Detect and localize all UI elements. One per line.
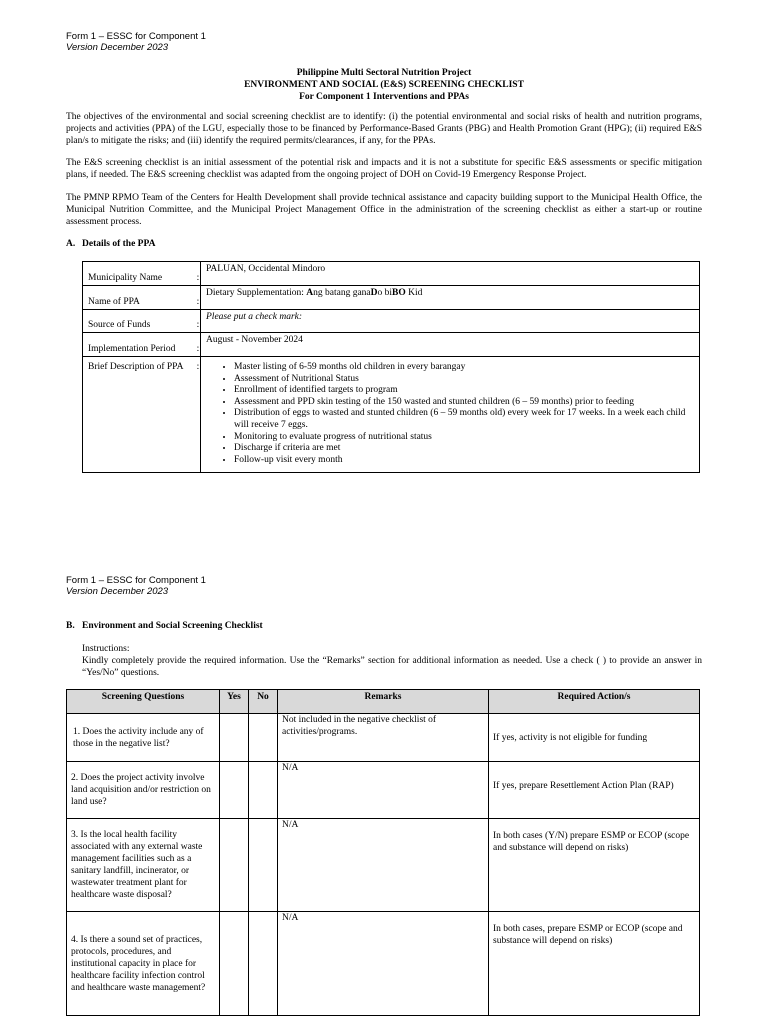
description-label: Brief Description of PPA — [83, 357, 197, 473]
question-cell: 2. Does the project activity involve land acquisition and/or restriction on land use? — [67, 762, 220, 819]
remarks-cell[interactable]: N/A — [278, 912, 489, 1016]
section-a-title: Details of the PPA — [82, 239, 156, 249]
table-row — [67, 762, 700, 819]
section-b-letter: B. — [66, 621, 75, 631]
description-row — [83, 357, 700, 473]
ppa-name-row — [83, 286, 700, 310]
ppa-name-part: o bi — [377, 288, 393, 298]
table-header-row — [67, 690, 700, 714]
section-b-title: Environment and Social Screening Checklist — [82, 621, 263, 631]
municipality-row — [83, 262, 700, 286]
col-screening-questions: Screening Questions — [67, 690, 220, 714]
colon: : — [196, 357, 201, 473]
list-item: • Enrollment of identified targets to program — [234, 385, 695, 397]
project-title: Philippine Multi Sectoral Nutrition Project — [296, 68, 472, 78]
intro-paragraph-assessment: The E&S screening checklist is an initial assessment of the potential risk and impacts and it is not a substitute for specific E&S assessments or specific mitigation plans, if needed. The E&S screening checklist was adapted from the ongoing project of DOH on Covid-19 Emergency Response Project. — [66, 158, 702, 180]
col-no: No — [249, 690, 278, 714]
municipality-label: Municipality Name — [83, 262, 197, 286]
no-cell[interactable] — [249, 762, 278, 819]
ppa-details-table — [82, 261, 700, 473]
remarks-cell[interactable]: Not included in the negative checklist of activities/programs. — [278, 714, 489, 762]
list-item: • Assessment of Nutritional Status — [234, 374, 695, 386]
ppa-name-part: ng batang gana — [313, 288, 371, 298]
checklist-title: ENVIRONMENT AND SOCIAL (E&S) SCREENING CHECKLIST — [244, 80, 524, 90]
ppa-name-bold: D — [370, 288, 378, 298]
period-label: Implementation Period — [83, 333, 197, 357]
remarks-cell[interactable]: N/A — [278, 819, 489, 912]
funds-label: Source of Funds — [83, 310, 197, 333]
intro-paragraph-pmnp: The PMNP RPMO Team of the Centers for Health Development shall provide technical assistance and capacity building support to the Municipal Health Office, the Municipal Nutrition Committee, and the Municipal Project Management Office in the administration of the screening checklist as either a start-up or routine assessment process. — [66, 193, 702, 227]
action-cell: If yes, activity is not eligible for funding — [489, 714, 700, 762]
funds-value[interactable]: Please put a check mark: — [201, 310, 700, 333]
remarks-cell[interactable]: N/A — [278, 762, 489, 819]
ppa-name-part: Kid — [405, 288, 423, 298]
period-row — [83, 333, 700, 357]
version-label: Version December 2023 — [66, 42, 169, 53]
list-item: • Discharge if criteria are met — [234, 443, 695, 455]
yes-cell[interactable] — [220, 714, 249, 762]
yes-cell[interactable] — [220, 762, 249, 819]
ppa-name-value[interactable] — [201, 286, 700, 310]
section-b-heading — [66, 620, 263, 632]
municipality-value[interactable]: PALUAN, Occidental Mindoro — [201, 262, 700, 286]
list-item: • Follow-up visit every month — [234, 455, 695, 467]
action-cell: In both cases, prepare ESMP or ECOP (scope and substance will depend on risks) — [489, 912, 700, 1016]
col-yes: Yes — [220, 690, 249, 714]
component-title: For Component 1 Interventions and PPAs — [299, 92, 469, 102]
section-a-heading — [66, 238, 155, 250]
description-list — [206, 362, 695, 466]
intro-paragraph-objectives: The objectives of the environmental and social screening checklist are to identify: (i) the potential environmental and social risks of health and nutrition programs, projects and activities (PPA) of the LGU, especially those to be financed by Performance-Based Grants (PBG) and Health Promotion Grant (HPG); (ii) required E&S plan/s to mitigate the risks; and (iii) identify the required permits/clearances, if any, for the PPAs. — [66, 112, 702, 146]
colon: : — [196, 286, 201, 310]
question-cell: 1. Does the activity include any of those in the negative list? — [67, 714, 220, 762]
ppa-name-label: Name of PPA — [83, 286, 197, 310]
yes-cell[interactable] — [220, 912, 249, 1016]
table-row — [67, 714, 700, 762]
action-cell: If yes, prepare Resettlement Action Plan (RAP) — [489, 762, 700, 819]
ppa-name-bold: A — [306, 288, 314, 298]
yes-cell[interactable] — [220, 819, 249, 912]
version-label: Version December 2023 — [66, 586, 169, 597]
form-label: Form 1 – ESSC for Component 1 — [66, 575, 206, 586]
list-item: • Assessment and PPD skin testing of the 150 wasted and stunted children (6 – 59 months) prior to feeding — [234, 397, 695, 409]
instructions-text: Kindly completely provide the required information. Use the “Remarks” section for additional information as needed. Use a check ( ) to provide an answer in “Yes/No” questions. — [82, 656, 702, 678]
col-required-actions: Required Action/s — [489, 690, 700, 714]
table-row — [67, 912, 700, 1016]
list-item: • Distribution of eggs to wasted and stunted children (6 – 59 months old) every week for 17 weeks. In a week each child will receive 7 eggs. — [234, 408, 695, 431]
no-cell[interactable] — [249, 912, 278, 1016]
no-cell[interactable] — [249, 714, 278, 762]
question-cell: 4. Is there a sound set of practices, protocols, procedures, and institutional capacity in place for healthcare facility infection control and healthcare waste management? — [67, 912, 220, 1016]
form-header-top — [66, 31, 206, 53]
instructions-block — [82, 643, 702, 679]
table-row — [67, 819, 700, 912]
action-cell: In both cases (Y/N) prepare ESMP or ECOP (scope and substance will depend on risks) — [489, 819, 700, 912]
ppa-name-bold: BO — [392, 288, 406, 298]
funds-row — [83, 310, 700, 333]
period-value[interactable]: August - November 2024 — [201, 333, 700, 357]
instructions-label: Instructions: — [82, 644, 130, 654]
screening-checklist-table — [66, 689, 700, 1016]
no-cell[interactable] — [249, 819, 278, 912]
ppa-name-part: Dietary Supplementation: — [206, 288, 307, 298]
form-header-second — [66, 575, 206, 597]
description-value[interactable] — [201, 357, 700, 473]
colon: : — [196, 262, 201, 286]
col-remarks: Remarks — [278, 690, 489, 714]
form-label: Form 1 – ESSC for Component 1 — [66, 31, 206, 42]
section-a-letter: A. — [66, 239, 76, 249]
colon: : — [196, 333, 201, 357]
colon: : — [196, 310, 201, 333]
list-item: • Master listing of 6-59 months old children in every barangay — [234, 362, 695, 374]
question-cell: 3. Is the local health facility associated with any external waste management facilities such as a sanitary landfill, incinerator, or wastewater treatment plant for healthcare waste disposal? — [67, 819, 220, 912]
list-item: • Monitoring to evaluate progress of nutritional status — [234, 432, 695, 444]
document-titles — [66, 67, 702, 103]
